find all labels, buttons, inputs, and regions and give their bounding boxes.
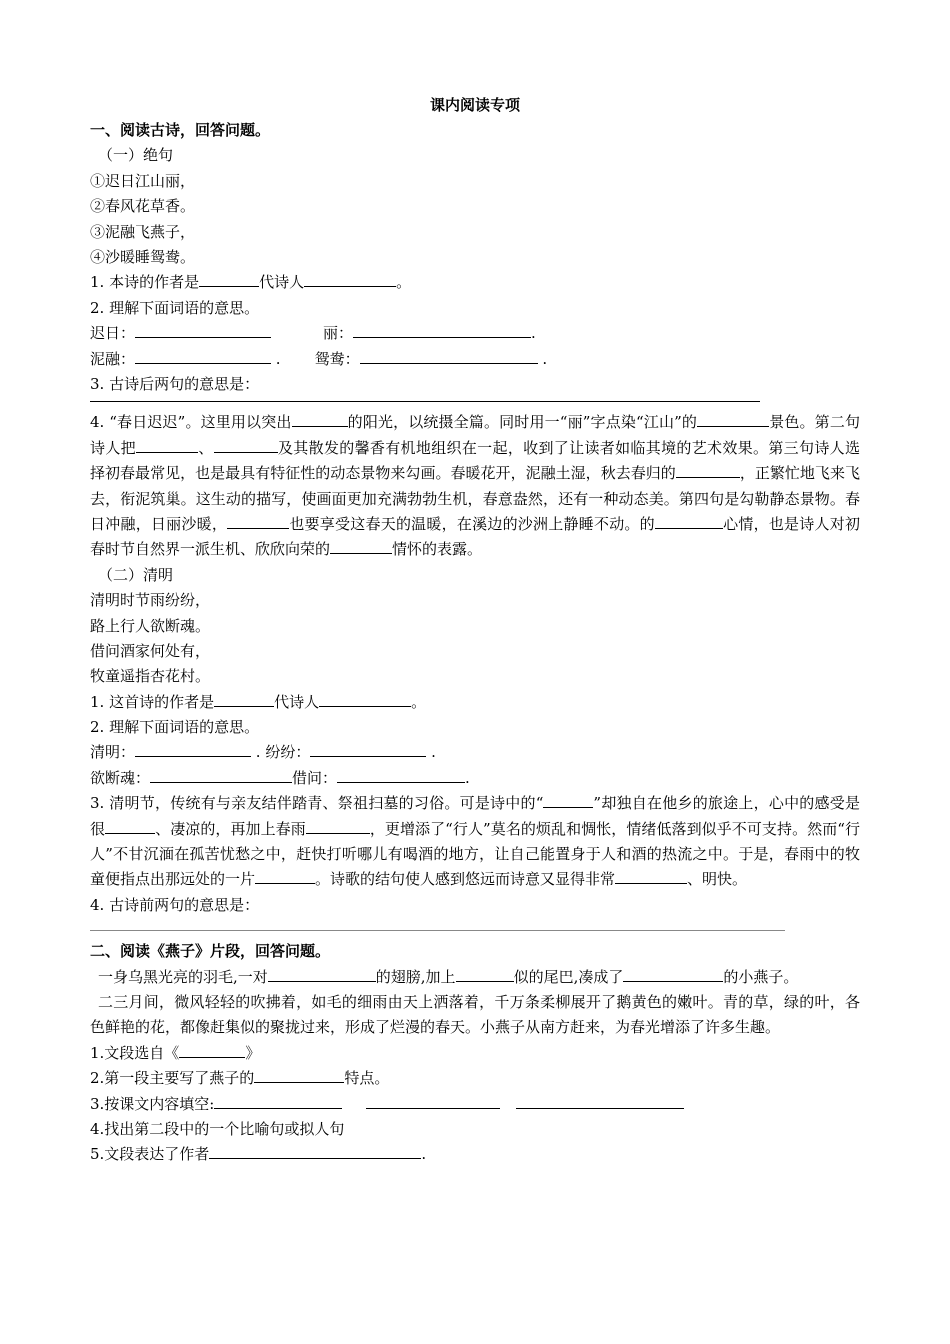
poem2-line-1: 清明时节雨纷纷， [90, 591, 211, 610]
section2-question-3: 3.按课文内容填空: [90, 1092, 860, 1117]
worksheet-page [90, 92, 860, 1168]
poem2-question-4: 4. 古诗前两句的意思是： [90, 895, 260, 914]
poem2-q2-row-2: 欲断魂： 借问： . [90, 768, 470, 787]
section2-question-4: 4.找出第二段中的一个比喻句或拟人句 [90, 1120, 345, 1139]
swallow-paragraph-1: 一身乌黑光亮的羽毛,一对 的翅膀,加上 似的尾巴,凑成了 的小燕子。 [98, 967, 799, 986]
section2-question-2: 2.第一段主要写了燕子的 特点。 [90, 1069, 390, 1088]
swallow-paragraph-2: 二三月间，微风轻轻的吹拂着，如毛的细雨由天上洒落着，千万条柔柳展开了鹅黄色的嫩叶。青的草，绿的叶，各色鲜艳的花，都像赶集似的聚拢过来，形成了烂漫的春天。小燕子从南方赶来，为春光增添了许多生趣。 [90, 993, 860, 1037]
poem2-line-3: 借问酒家何处有， [90, 641, 211, 660]
blank-qingming[interactable] [135, 742, 251, 757]
blank-q4-4[interactable] [214, 438, 278, 453]
blank-chiri[interactable] [135, 323, 271, 338]
blank-swallow[interactable] [623, 967, 723, 982]
section2-heading: 二、阅读《燕子》片段，回答问题。 [90, 942, 331, 961]
section2-question-1: 1.文段选自《 》 [90, 1043, 261, 1062]
page-title: 课内阅读专项 [429, 96, 520, 114]
poem1-question-1: 1. 本诗的作者是 代诗人 。 [90, 273, 412, 292]
poem2-question-1: 1. 这首诗的作者是 代诗人 。 [90, 692, 427, 711]
blank-p2q3-3[interactable] [306, 819, 370, 834]
blank-p2q3-4[interactable] [255, 869, 315, 884]
blank-dynasty-2[interactable] [214, 692, 274, 707]
blank-p2q3-1[interactable] [543, 793, 593, 808]
blank-fenfen[interactable] [310, 742, 426, 757]
section1-heading: 一、阅读古诗，回答问题。 [90, 121, 271, 139]
blank-feature[interactable] [254, 1068, 344, 1083]
poem1-question-3: 3. 古诗后两句的意思是： [90, 374, 260, 393]
blank-fill-1[interactable] [214, 1094, 342, 1109]
poem2-question-3: 3. 清明节，传统有与亲友结伴踏青、祭祖扫墓的习俗。可是诗中的“ ”却独自在他乡的旅途上，心中的感受是很 、凄凉的，再加上春雨 ，更增添了“行人”莫名的烦乱和惆怅，情绪低落到似乎不可支持。然而“行人”不甘沉湎在孤苦忧愁之中，赶快打听哪儿有喝酒的地方，让自己能置身于人和酒的热流之中。于是，春雨中的牧童便指点出那远处的一片 。诗歌的结句使人感到悠远而诗意又显得非常 、明快。 [90, 794, 860, 889]
section2-question-5: 5.文段表达了作者 . [90, 1145, 427, 1164]
blank-p2q3-2[interactable] [105, 819, 155, 834]
poem1-question-2: 2. 理解下面词语的意思。 [90, 298, 260, 317]
blank-q4-2[interactable] [697, 412, 769, 427]
blank-p2q3-5[interactable] [615, 869, 687, 884]
blank-emotion[interactable] [209, 1144, 421, 1159]
poem1-line-3: ③泥融飞燕子， [90, 222, 196, 241]
poem1-line-1: ①迟日江山丽， [90, 171, 196, 190]
blank-source[interactable] [179, 1043, 245, 1058]
blank-tail[interactable] [456, 967, 514, 982]
poem2-line-4: 牧童遥指杏花村。 [90, 667, 211, 686]
blank-yuanyang[interactable] [360, 349, 538, 364]
blank-q4-7[interactable] [655, 514, 723, 529]
blank-q4-6[interactable] [227, 514, 289, 529]
blank-q4-1[interactable] [292, 412, 348, 427]
poem1-q2-row-2: 泥融： . 鸳鸯： . [90, 349, 548, 368]
poem1-line-2: ②春风花草香。 [90, 197, 196, 216]
blank-nirong[interactable] [135, 349, 271, 364]
poem2-line-2: 路上行人欲断魂。 [90, 616, 211, 635]
blank-dynasty[interactable] [199, 272, 259, 287]
poem1-question-4: 4. “春日迟迟”。这里用以突出 的阳光，以统摄全篇。同时用一“丽”字点染“江山”的 景色。第二句诗人把 、 及其散发的馨香有机地组织在一起，收到了让读者如临其境的艺术效果。第三句诗人选择初春最常见，也是最具有特征性的动态景物来勾画。春暖花开，泥融土湿，秋去春归的 ，正繁忙地飞来飞去，衔泥筑巢。这生动的描写，使画面更加充满勃勃生机，春意盎然，还有一种动态美。第四句是勾勒静态景物。春日冲融，日丽沙暖， 也要享受这春天的温暖，在溪边的沙洲上静睡不动。的 心情，也是诗人对初春时节自然界一派生机、欣欣向荣的 情怀的表露。 [90, 413, 860, 559]
poem1-line-4: ④沙暖睡鸳鸯。 [90, 247, 196, 266]
poem2-question-2: 2. 理解下面词语的意思。 [90, 718, 260, 737]
blank-fill-3[interactable] [516, 1094, 684, 1109]
blank-q4-8[interactable] [330, 539, 392, 554]
blank-fill-2[interactable] [366, 1094, 500, 1109]
poem2-q2-row-1: 清明： . 纷纷： . [90, 743, 436, 762]
blank-jiewen[interactable] [337, 768, 465, 783]
poem2-label: （二）清明 [98, 565, 174, 584]
blank-wings[interactable] [268, 967, 376, 982]
blank-q4-3[interactable] [136, 438, 198, 453]
blank-li[interactable] [353, 323, 531, 338]
poem1-q2-row-1: 迟日： 丽： . [90, 324, 536, 343]
answer-line-p2q4[interactable] [90, 918, 785, 931]
blank-poet[interactable] [304, 272, 396, 287]
poem1-label: （一）绝句 [98, 146, 174, 165]
blank-q4-5[interactable] [676, 463, 740, 478]
blank-poet-2[interactable] [319, 692, 411, 707]
blank-yuduanhun[interactable] [150, 768, 292, 783]
